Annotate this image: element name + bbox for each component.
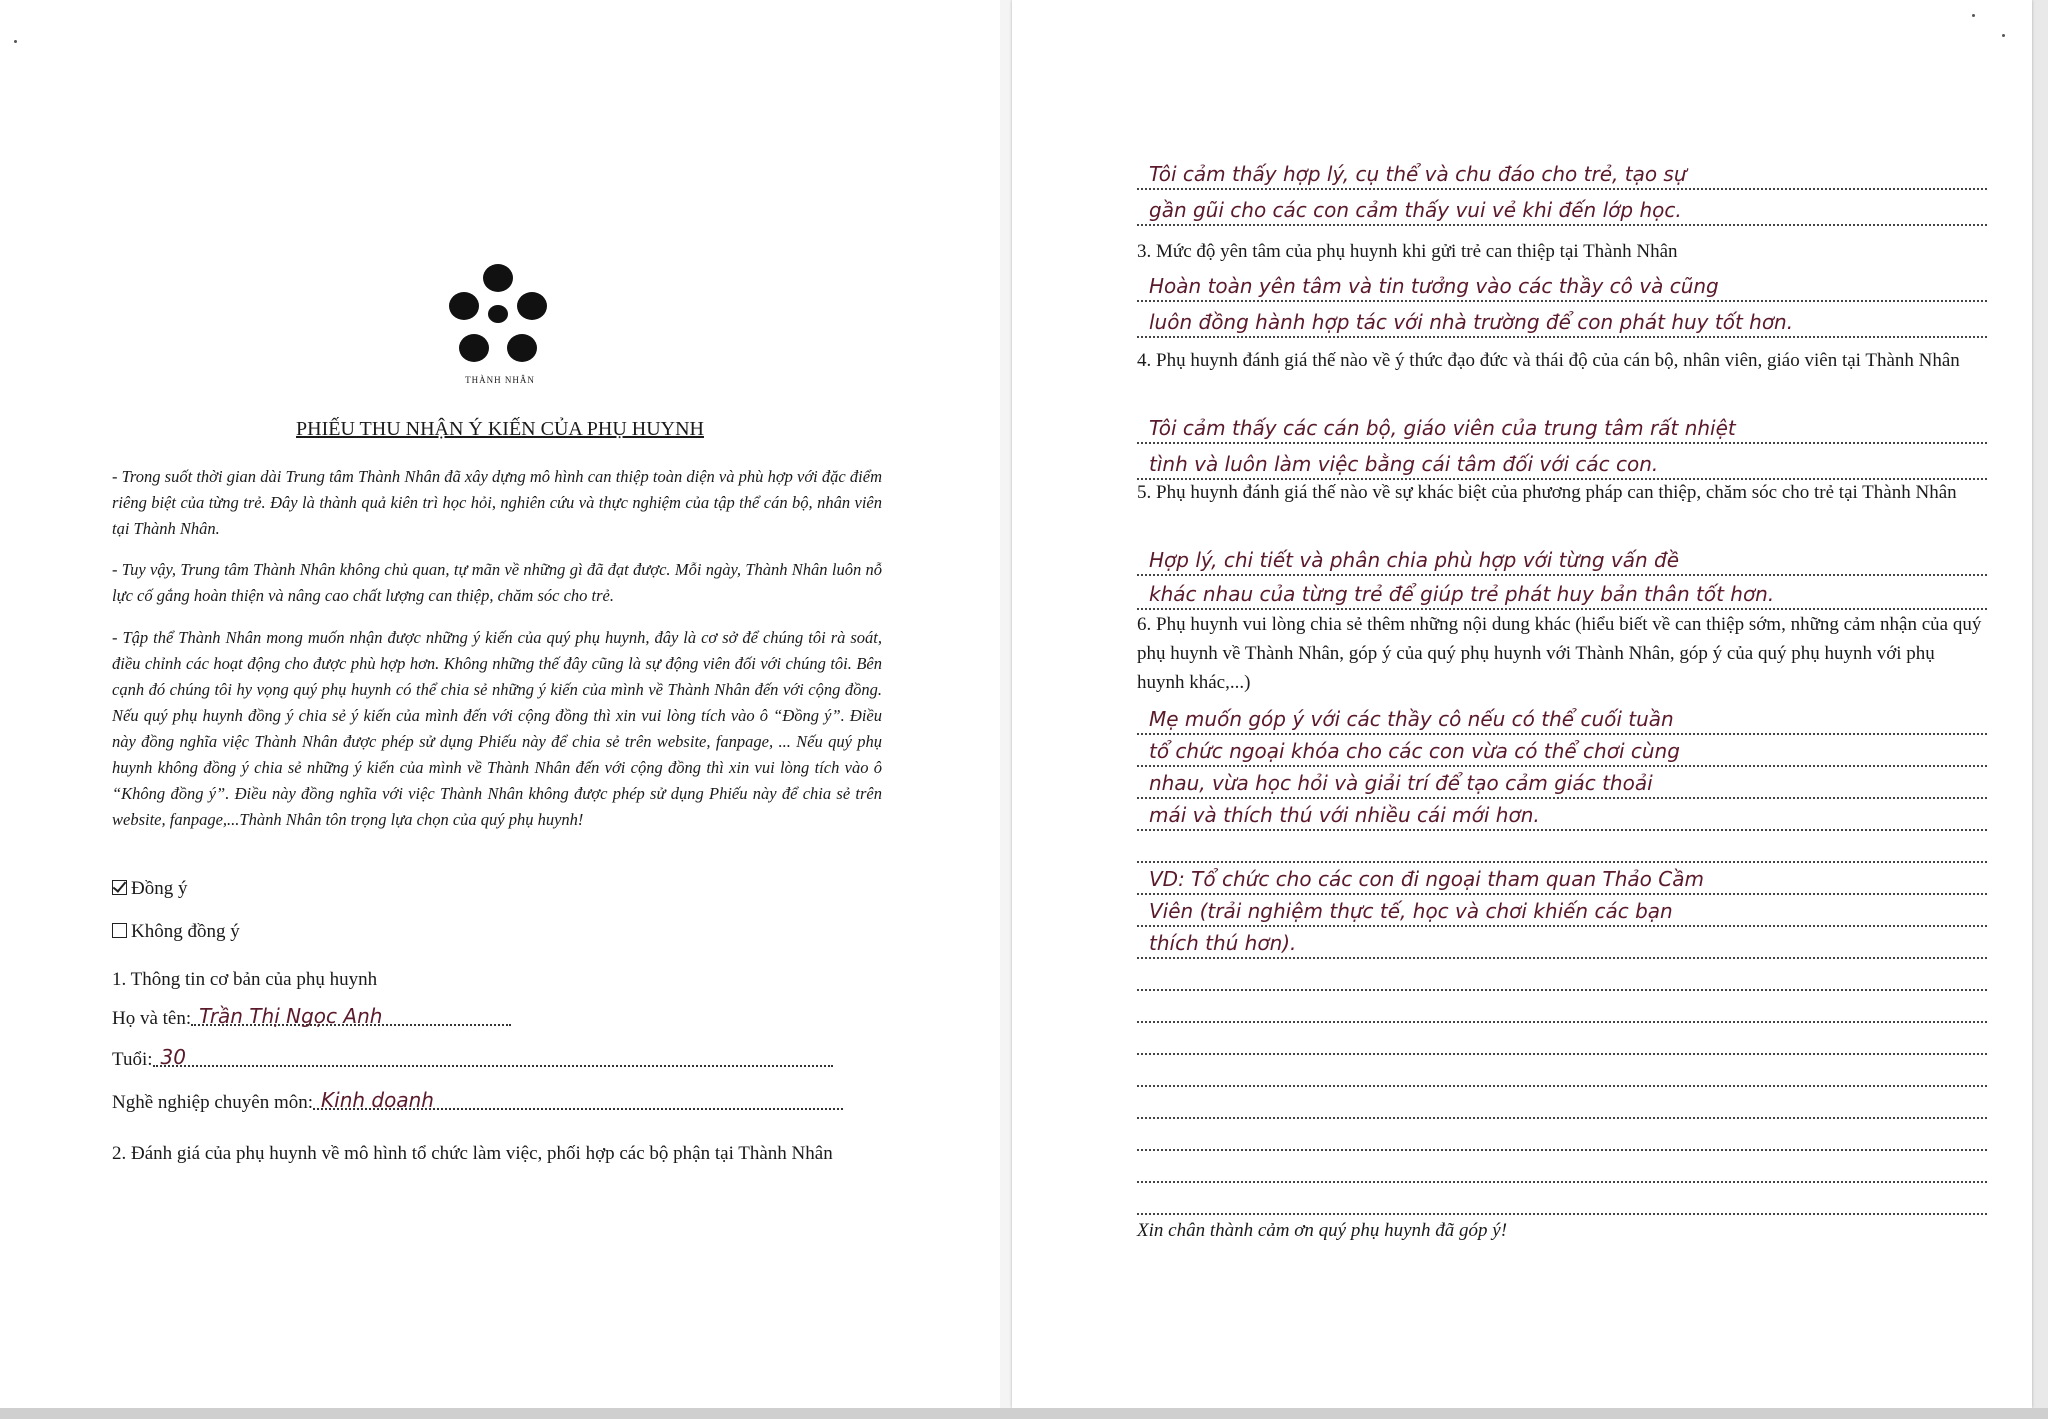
section-6-answer-line-6[interactable]: VD: Tổ chức cho các con đi ngoại tham quan Thảo Cầm — [1137, 865, 1987, 895]
age-label: Tuổi: — [112, 1049, 153, 1070]
section-4-answer-line-1[interactable]: Tôi cảm thấy các cán bộ, giáo viên của trung tâm rất nhiệt — [1137, 414, 1987, 444]
intro-paragraph-3: - Tập thể Thành Nhân mong muốn nhận được những ý kiến của quý phụ huynh, đây là cơ sở để chúng tôi rà soát, điều chỉnh các hoạt động cho được phù hợp hơn. Không những thế đây cũng là sự động viên đối với chúng tôi. Bên cạnh đó chúng tôi hy vọng quý phụ huynh có thể chia sẻ những ý kiến của mình về Thành Nhân đến với cộng đồng. Nếu quý phụ huynh đồng ý chia sẻ ý kiến của mình đến với cộng đồng thì xin vui lòng tích vào ô “Đồng ý”. Điều này đồng nghĩa việc Thành Nhân được phép sử dụng Phiếu này để chia sẻ trên website, fanpage, ... Nếu quý phụ huynh không đồng ý chia sẻ những ý kiến của mình về Thành Nhân đến với cộng đồng thì xin vui lòng tích vào ô “Không đồng ý”. Điều này đồng nghĩa với việc Thành Nhân không được phép sử dụng Phiếu này để chia sẻ trên website, fanpage,...Thành Nhân tôn trọng lựa chọn của quý phụ huynh! — [112, 628, 882, 829]
agree-label: Đồng ý — [131, 878, 188, 899]
consent-agree-option[interactable] — [112, 878, 187, 900]
section-6-answer-line-14[interactable] — [1137, 1121, 1987, 1151]
job-label: Nghề nghiệp chuyên môn: — [112, 1092, 314, 1113]
section-6-answer-line-3[interactable]: nhau, vừa học hỏi và giải trí để tạo cảm giác thoải — [1137, 769, 1987, 799]
section-2-answer-line-2[interactable]: gần gũi cho các con cảm thấy vui vẻ khi đến lớp học. — [1137, 196, 1987, 226]
age-value: 30 — [160, 1045, 186, 1069]
section-6-answer-line-9[interactable] — [1137, 961, 1987, 991]
name-label: Họ và tên: — [112, 1008, 192, 1029]
section-5-title: 5. Phụ huynh đánh giá thế nào về sự khác biệt của phương pháp can thiệp, chăm sóc cho trẻ tại Thành Nhân — [1137, 482, 1957, 503]
section-3-answer-line-2[interactable]: luôn đồng hành hợp tác với nhà trường để con phát huy tốt hơn. — [1137, 308, 1987, 338]
disagree-label: Không đồng ý — [131, 921, 240, 942]
section-6-title: 6. Phụ huynh vui lòng chia sẻ thêm những nội dung khác (hiểu biết về can thiệp sớm, những cảm nhận của quý phụ huynh về Thành Nhân, góp ý của quý phụ huynh với Thành Nhân, góp ý của quý phụ huynh với phụ huynh khác,...) — [1137, 614, 1982, 693]
section-6-answer-line-16[interactable] — [1137, 1185, 1987, 1215]
section-6-answer-line-7[interactable]: Viên (trải nghiệm thực tế, học và chơi khiến các bạn — [1137, 897, 1987, 927]
section-3-title: 3. Mức độ yên tâm của phụ huynh khi gửi trẻ can thiệp tại Thành Nhân — [1137, 241, 1678, 262]
closing-thanks: Xin chân thành cảm ơn quý phụ huynh đã góp ý! — [1137, 1220, 1508, 1241]
left-page — [0, 0, 1000, 1408]
section-6-answer-line-12[interactable] — [1137, 1057, 1987, 1087]
section-6-answer-line-4[interactable]: mái và thích thú với nhiều cái mới hơn. — [1137, 801, 1987, 831]
section-6-answer-line-15[interactable] — [1137, 1153, 1987, 1183]
section-5-answer-line-2[interactable]: khác nhau của từng trẻ để giúp trẻ phát huy bản thân tốt hơn. — [1137, 580, 1987, 610]
section-5-answer-line-1[interactable]: Hợp lý, chi tiết và phân chia phù hợp với từng vấn đề — [1137, 546, 1987, 576]
form-title: PHIẾU THU NHẬN Ý KIẾN CỦA PHỤ HUYNH — [296, 418, 704, 440]
section-6-answer-line-13[interactable] — [1137, 1089, 1987, 1119]
section-6-answer-line-10[interactable] — [1137, 993, 1987, 1023]
consent-disagree-option[interactable] — [112, 921, 240, 943]
brand-name: THÀNH NHÂN — [465, 375, 535, 385]
job-field[interactable] — [112, 1090, 843, 1114]
page-gutter — [1000, 0, 1012, 1419]
intro-paragraph-2: - Tuy vậy, Trung tâm Thành Nhân không chủ quan, tự mãn về những gì đã đạt được. Mỗi ngày, Thành Nhân luôn nỗ lực cố gắng hoàn thiện và nâng cao chất lượng can thiệp, chăm sóc cho trẻ. — [112, 560, 882, 605]
name-value: Trần Thị Ngọc Anh — [199, 1004, 383, 1028]
intro-paragraph-1: - Trong suốt thời gian dài Trung tâm Thành Nhân đã xây dựng mô hình can thiệp toàn diện và phù hợp với đặc điểm riêng biệt của từng trẻ. Đây là thành quả kiên trì học hỏi, nghiên cứu và thực nghiệm của tập thể cán bộ, nhân viên tại Thành Nhân. — [112, 467, 882, 538]
section-4-title: 4. Phụ huynh đánh giá thế nào về ý thức đạo đức và thái độ của cán bộ, nhân viên, giáo viên tại Thành Nhân — [1137, 350, 1960, 371]
section-6-answer-line-2[interactable]: tổ chức ngoại khóa cho các con vừa có thể chơi cùng — [1137, 737, 1987, 767]
thanh-nhan-logo-icon — [438, 258, 558, 378]
section-1-title: 1. Thông tin cơ bản của phụ huynh — [112, 969, 378, 990]
section-3-answer-line-1[interactable]: Hoàn toàn yên tâm và tin tưởng vào các thầy cô và cũng — [1137, 272, 1987, 302]
section-6-answer-line-1[interactable]: Mẹ muốn góp ý với các thầy cô nếu có thể cuối tuần — [1137, 705, 1987, 735]
age-field[interactable] — [112, 1047, 833, 1071]
agree-checkbox[interactable] — [112, 880, 127, 895]
disagree-checkbox[interactable] — [112, 923, 127, 938]
section-6-answer-line-5[interactable] — [1137, 833, 1987, 863]
job-value: Kinh doanh — [321, 1088, 434, 1112]
name-field[interactable] — [112, 1006, 511, 1030]
section-4-answer-line-2[interactable]: tình và luôn làm việc bằng cái tâm đối với các con. — [1137, 450, 1987, 480]
section-6-answer-line-11[interactable] — [1137, 1025, 1987, 1055]
section-2-answer-line-1[interactable]: Tôi cảm thấy hợp lý, cụ thể và chu đáo cho trẻ, tạo sự — [1137, 160, 1987, 190]
section-6-answer-line-8[interactable]: thích thú hơn). — [1137, 929, 1987, 959]
section-2-title: 2. Đánh giá của phụ huynh về mô hình tổ chức làm việc, phối hợp các bộ phận tại Thành Nhân — [112, 1143, 833, 1164]
scanner-edge — [0, 1408, 2048, 1419]
